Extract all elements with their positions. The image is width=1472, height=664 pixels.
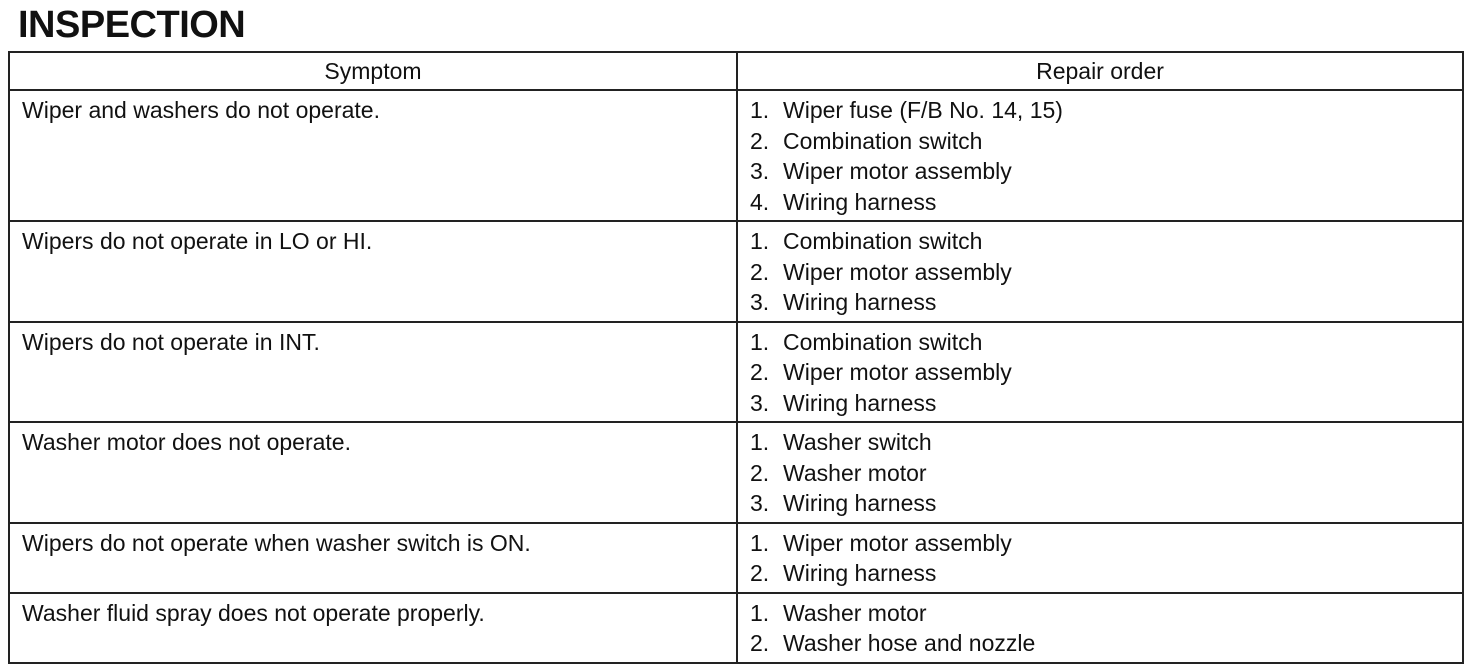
- step-text: Combination switch: [783, 127, 983, 154]
- repair-order-cell: [737, 90, 1463, 221]
- symptom-cell: Wipers do not operate in INT.: [9, 322, 737, 423]
- step-number: 2.: [750, 127, 770, 154]
- repair-step: [750, 257, 1452, 288]
- step-text: Wiper motor assembly: [783, 258, 1012, 285]
- table-row: [9, 593, 1463, 663]
- repair-step: [750, 95, 1452, 126]
- repair-steps-list: [750, 327, 1452, 419]
- step-number: 2.: [750, 258, 770, 285]
- table-row: [9, 221, 1463, 322]
- repair-step: [750, 528, 1452, 559]
- repair-steps-list: [750, 427, 1452, 519]
- step-number: 2.: [750, 359, 770, 385]
- repair-step: [750, 126, 1452, 157]
- repair-order-cell: [737, 422, 1463, 523]
- symptom-cell: Washer motor does not operate.: [9, 422, 737, 523]
- repair-step: [750, 287, 1452, 318]
- repair-step: [750, 628, 1452, 659]
- step-number: 1.: [750, 529, 770, 556]
- step-number: 4.: [750, 188, 770, 215]
- step-number: 1.: [750, 228, 770, 254]
- repair-step: [750, 558, 1452, 589]
- page-title: INSPECTION: [18, 4, 246, 46]
- repair-order-cell: [737, 221, 1463, 322]
- inspection-table: [8, 51, 1464, 664]
- repair-steps-list: [750, 95, 1452, 217]
- repair-step: [750, 458, 1452, 489]
- step-number: 3.: [750, 158, 770, 184]
- repair-steps-list: [750, 226, 1452, 318]
- step-text: Combination switch: [783, 328, 983, 355]
- step-number: 2.: [750, 560, 770, 586]
- table-row: [9, 523, 1463, 593]
- repair-step: [750, 226, 1452, 257]
- step-text: Washer motor: [783, 459, 927, 486]
- repair-order-column-header: Repair order: [737, 52, 1463, 90]
- step-text: Wiring harness: [783, 490, 937, 516]
- table-row: [9, 422, 1463, 523]
- step-text: Wiper motor assembly: [783, 529, 1012, 556]
- repair-step: [750, 156, 1452, 187]
- repair-steps-list: [750, 528, 1452, 589]
- step-text: Wiper motor assembly: [783, 158, 1012, 184]
- symptom-cell: Wipers do not operate in LO or HI.: [9, 221, 737, 322]
- repair-steps-list: [750, 598, 1452, 659]
- table-header-row: [9, 52, 1463, 90]
- step-number: 3.: [750, 289, 770, 315]
- symptom-cell: Washer fluid spray does not operate properly.: [9, 593, 737, 663]
- step-text: Wiper fuse (F/B No. 14, 15): [783, 97, 1063, 123]
- step-number: 1.: [750, 97, 770, 123]
- step-number: 1.: [750, 429, 770, 455]
- step-text: Washer switch: [783, 429, 932, 455]
- step-text: Wiring harness: [783, 289, 937, 315]
- step-number: 3.: [750, 490, 770, 516]
- step-number: 1.: [750, 328, 770, 355]
- repair-step: [750, 488, 1452, 519]
- table-body: [9, 90, 1463, 663]
- repair-step: [750, 427, 1452, 458]
- step-text: Wiring harness: [783, 188, 937, 215]
- step-text: Wiring harness: [783, 560, 937, 586]
- repair-order-cell: [737, 322, 1463, 423]
- step-text: Wiring harness: [783, 389, 937, 416]
- repair-step: [750, 187, 1452, 218]
- repair-step: [750, 388, 1452, 419]
- repair-step: [750, 598, 1452, 629]
- repair-step: [750, 327, 1452, 358]
- step-text: Combination switch: [783, 228, 983, 254]
- table-row: [9, 90, 1463, 221]
- step-number: 2.: [750, 459, 770, 486]
- symptom-cell: Wipers do not operate when washer switch is ON.: [9, 523, 737, 593]
- step-text: Washer motor: [783, 599, 927, 626]
- step-number: 1.: [750, 599, 770, 626]
- step-number: 2.: [750, 630, 770, 656]
- symptom-column-header: Symptom: [9, 52, 737, 90]
- repair-order-cell: [737, 523, 1463, 593]
- symptom-cell: Wiper and washers do not operate.: [9, 90, 737, 221]
- step-text: Washer hose and nozzle: [783, 630, 1036, 656]
- repair-step: [750, 357, 1452, 388]
- step-number: 3.: [750, 389, 770, 416]
- step-text: Wiper motor assembly: [783, 359, 1012, 385]
- table-row: [9, 322, 1463, 423]
- repair-order-cell: [737, 593, 1463, 663]
